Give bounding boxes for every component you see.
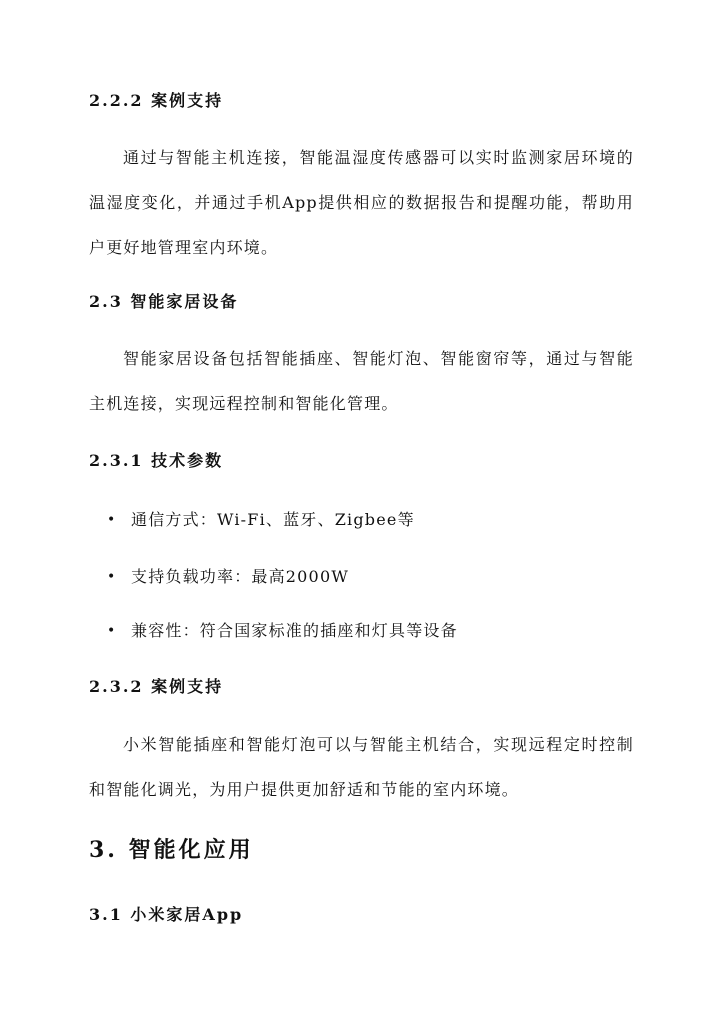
heading-2-3-2: 2.3.2 案例支持 (89, 677, 224, 696)
paragraph-2-3-2: 小米智能插座和智能灯泡可以与智能主机结合，实现远程定时控制和智能化调光，为用户提供更加舒适和节能的室内环境。 (89, 735, 634, 799)
heading-2-2-2: 2.2.2 案例支持 (89, 91, 224, 110)
list-item-text: 通信方式：Wi-Fi、蓝牙、Zigbee等 (131, 510, 415, 529)
list-item (107, 509, 415, 531)
bullet-icon: • (107, 569, 117, 585)
heading-2-3-1: 2.3.1 技术参数 (89, 451, 224, 470)
list-item-text: 兼容性：符合国家标准的插座和灯具等设备 (131, 621, 458, 640)
heading-3: 3. 智能化应用 (89, 837, 254, 863)
paragraph-2-3: 智能家居设备包括智能插座、智能灯泡、智能窗帘等，通过与智能主机连接，实现远程控制和智能化管理。 (89, 349, 634, 413)
heading-3-1: 3.1 小米家居App (89, 905, 244, 924)
list-item-text: 支持负载功率：最高2000W (131, 567, 349, 586)
bullet-icon: • (107, 623, 117, 639)
list-item (107, 620, 458, 642)
heading-2-3: 2.3 智能家居设备 (89, 292, 239, 311)
paragraph-2-2-2: 通过与智能主机连接，智能温湿度传感器可以实时监测家居环境的温湿度变化，并通过手机App提供相应的数据报告和提醒功能，帮助用户更好地管理室内环境。 (89, 148, 634, 257)
list-item (107, 566, 349, 588)
bullet-icon: • (107, 512, 117, 528)
